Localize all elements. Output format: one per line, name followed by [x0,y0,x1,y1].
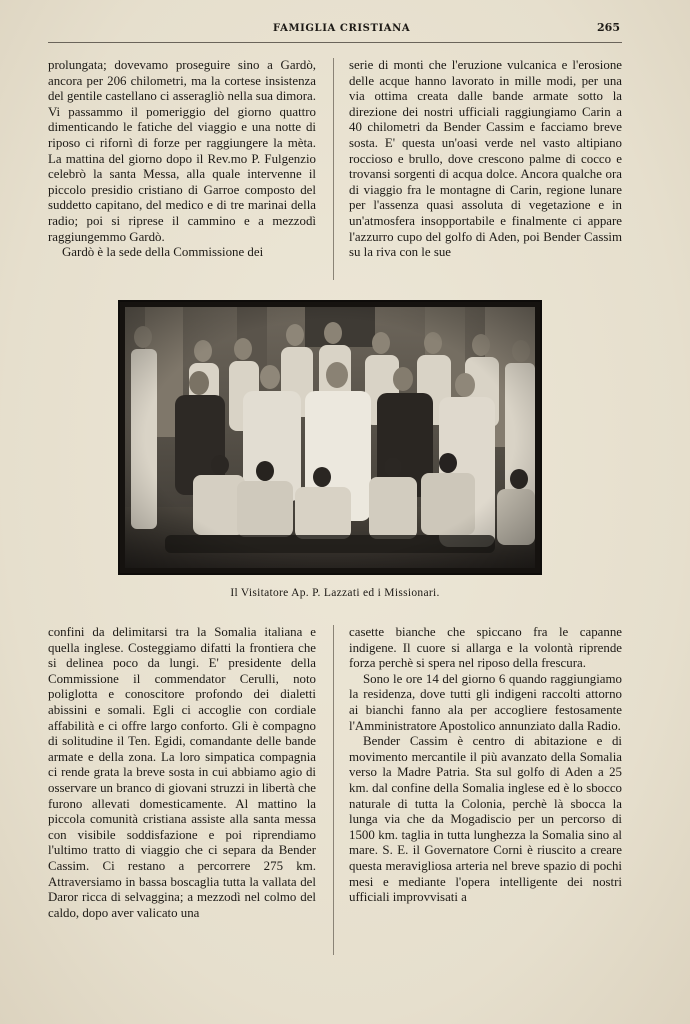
column-divider [333,58,334,280]
running-title: FAMIGLIA CRISTIANA [273,23,411,34]
column-top-right [349,58,622,280]
paragraph: casette bianche che spiccano fra le capanne indigene. Il cuore si allarga e la volontà riprende forza perchè si spera nel riposo della frescura. [349,625,622,671]
photo-caption: Il Visitatore Ap. P. Lazzati ed i Missionari. [230,587,440,599]
column-top-left [48,58,316,280]
group-photo-illustration [125,307,535,568]
column-bottom-right [349,625,622,955]
group-photo-frame [118,300,542,575]
paragraph: Gardò è la sede della Commissione dei [62,245,264,260]
column-bottom-left [48,625,316,955]
paragraph: serie di monti che l'eruzione vulcanica e l'erosione delle acque hanno lavorato in mille modi, per una via ottima creata dalle bande armate sotto la direzione dei nostri ufficiali raggiungiamo Carin a 40 chilometri da Bender Cassim e facciamo breve sosta. E' questa un'oasi verde nel vasto altipiano roccioso e brullo, dove crescono palme di cocco e trovansi sorgenti di acqua dolce. Ancora qualche ora di viaggio fra le montagne di Carin, regione lunare per l'assenza quasi assoluta di vegetazione e in un'atmosfera insopportabile e finalmente ci appare l'azzurro cupo del golfo di Aden, poi Bender Cassim su la riva con le sue [349,58,622,260]
page-number: 265 [597,21,620,34]
paragraph: Sono le ore 14 del giorno 6 quando raggiungiamo la residenza, dove tutti gli indigeni raccolti attorno ai bianchi fanno ala per accogliere festosamente l'Amministratore Apostolico annunziato dalla Radio. [349,671,622,733]
paragraph: Bender Cassim è centro di abitazione e di movimento mercantile il più avanzato della Somalia verso la Madre Patria. Sta sul golfo di Aden a 25 km. dal confine della Somalia inglese ed è lo sbocco naturale di tutta la Colonia, perchè là sbocca la lunga via che da Mogadiscio per un percorso di 1500 km. taglia in tutta lunghezza la Somalia sino al mare. S. E. il Governatore Corni è riuscito a creare questa meravigliosa arteria nel breve spazio di pochi mesi e mediante l'opera intelligente dei nostri ufficiali improvvisati a [349,734,622,905]
paragraph: confini da delimitarsi tra la Somalia italiana e quella inglese. Costeggiamo difatti la frontiera che si delinea poco da lungi. E' presidente della Commissione il commendator Cerulli, noto poliglotta e conoscitore profondo dei dialetti abissini e somali. Egli ci accoglie con cordiale affabilità e ci offre largo conforto. Gli è compagno di solitudine il Ten. Egidi, comandante delle bande armate e della zona. La loro simpatica compagnia ci rende grata la breve sosta in cui abbiamo agio di osservare un branco di giovani struzzi in libertà che furono allevati domesticamente. Al mattino la piccola comunità cristiana assiste alla santa messa con visibile soddisfazione e poi riprendiamo l'ultimo tratto di viaggio che ci separa da Bender Cassim. Ci restano a percorrere 275 km. Attraversiamo in bassa boscaglia tutta la vallata del Daror ricca di selvaggina; a mezzodì nel colmo del caldo, dopo aver valicato una [48,625,316,920]
group-photo [125,307,535,568]
column-divider [333,625,334,955]
page-header [48,20,622,43]
paragraph: prolungata; dovevamo proseguire sino a Gardò, ancora per 206 chilometri, ma la cortese insistenza del gentile castellano ci asseragliò nella sua dimora. Vi passammo il pomeriggio del giorno quattro dimenticando le fatiche del viaggio e una notte di riposo ci rifornì di forze per raggiungere la mèta. La mattina del giorno dopo il Rev.mo P. Fulgenzio celebrò la santa Messa, alla quale intervenne il piccolo presidio cristiano di Garroe composto del suddetto capitano, del medico e di tre marinai della radio; poi si riprese il cammino e a mezzodì raggiungemmo Gardò. [48,58,316,244]
